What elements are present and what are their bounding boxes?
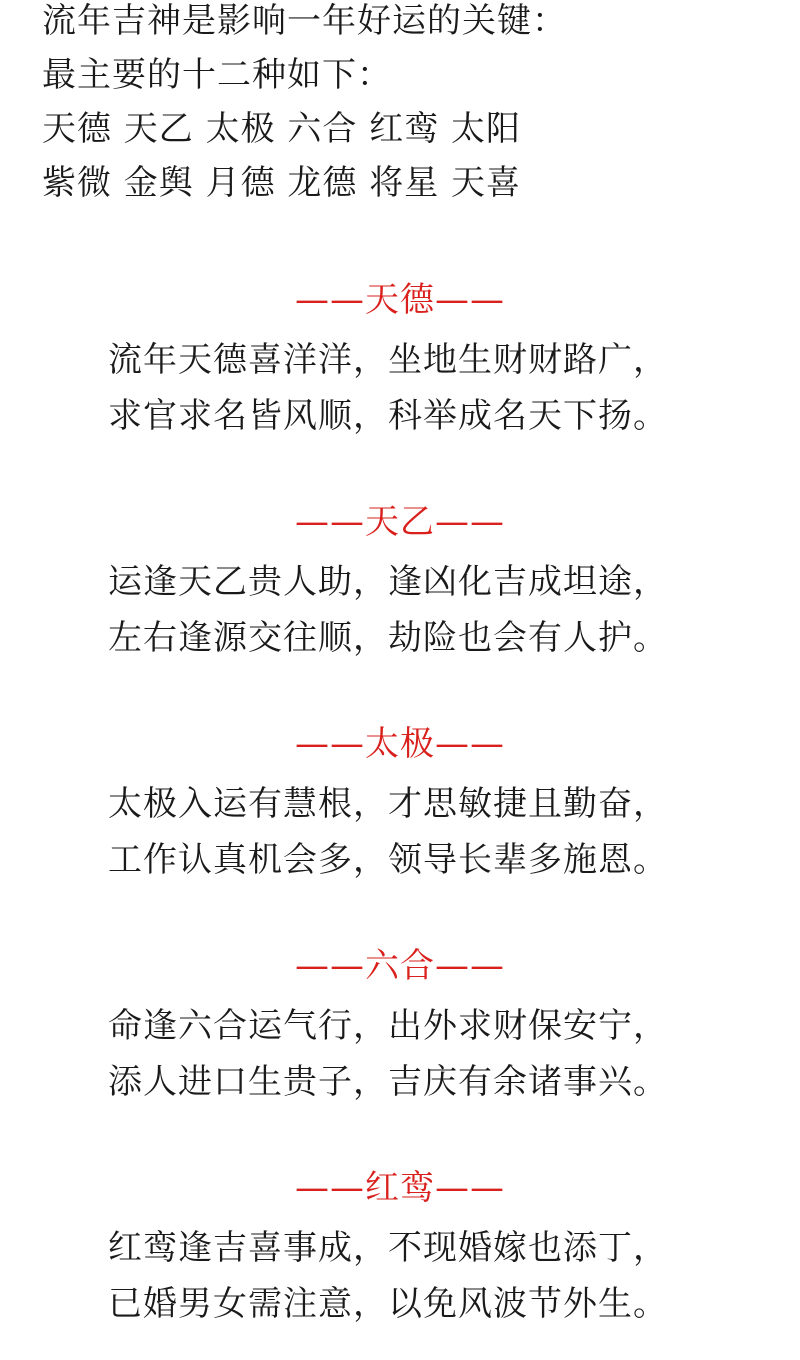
intro-block xyxy=(42,0,782,210)
section-title: ——六合—— xyxy=(295,946,505,986)
section-title: ——红鸾—— xyxy=(295,1168,505,1208)
intro-line-4: 紫微 金舆 月德 龙德 将星 天喜 xyxy=(42,163,522,203)
verse-block xyxy=(0,998,800,1110)
section-title: ——天德—— xyxy=(295,280,505,320)
verse-line: 红鸾逢吉喜事成，不现婚嫁也添丁， xyxy=(108,1228,668,1268)
verse-line: 添人进口生贵子，吉庆有余诸事兴。 xyxy=(108,1062,668,1102)
section-tianyi xyxy=(0,500,800,666)
verse-line: 太极入运有慧根，才思敏捷且勤奋， xyxy=(108,784,668,824)
intro-line-3: 天德 天乙 太极 六合 红鸾 太阳 xyxy=(42,109,522,149)
intro-line-1: 流年吉神是影响一年好运的关键： xyxy=(42,1,567,41)
verse-block xyxy=(0,554,800,666)
verse-line: 求官求名皆风顺，科举成名天下扬。 xyxy=(108,396,668,436)
verse-line: 流年天德喜洋洋，坐地生财财路广， xyxy=(108,340,668,380)
section-hongluan xyxy=(0,1166,800,1332)
section-title: ——天乙—— xyxy=(295,502,505,542)
intro-line-2: 最主要的十二种如下： xyxy=(42,55,392,95)
section-liuhe xyxy=(0,944,800,1110)
verse-line: 已婚男女需注意，以免风波节外生。 xyxy=(108,1284,668,1324)
verse-block xyxy=(0,1220,800,1332)
section-tiande xyxy=(0,278,800,444)
verse-block xyxy=(0,776,800,888)
verse-line: 工作认真机会多，领导长辈多施恩。 xyxy=(108,840,668,880)
verse-line: 左右逢源交往顺，劫险也会有人护。 xyxy=(108,618,668,658)
section-title: ——太极—— xyxy=(295,724,505,764)
section-taiji xyxy=(0,722,800,888)
verse-line: 命逢六合运气行，出外求财保安宁， xyxy=(108,1006,668,1046)
verse-block xyxy=(0,332,800,444)
verse-line: 运逢天乙贵人助，逢凶化吉成坦途， xyxy=(108,562,668,602)
